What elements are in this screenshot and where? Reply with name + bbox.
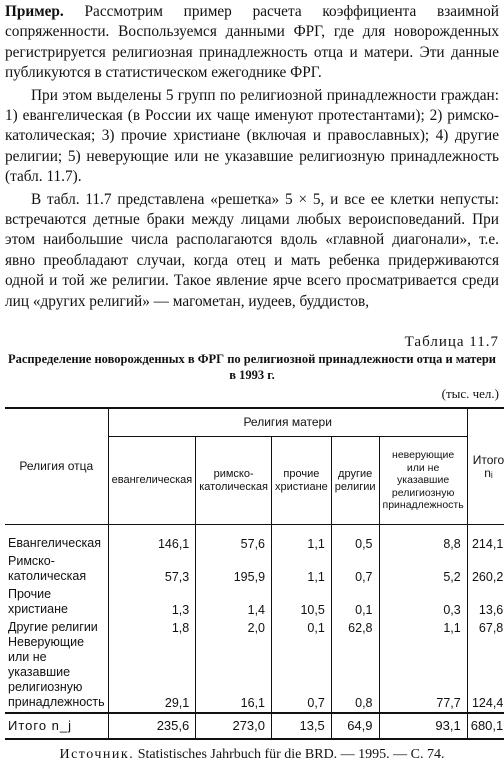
row-label: Другие религии	[5, 617, 108, 635]
table-cell: 273,0	[196, 713, 272, 739]
table-cell: 195,9	[196, 551, 272, 584]
table-cell: 13,5	[272, 713, 332, 739]
example-lead: Пример.	[5, 3, 64, 20]
table-cell: 2,0	[196, 617, 272, 635]
table-cell: 1,1	[272, 525, 332, 551]
paragraph-groups: При этом выделены 5 групп по религиозной принадлежности граждан: 1) евангелическая (в России их чаще именуют протестантами); 2) римско-католическая; 3) прочие христиане (включая и православных); 4) другие религии; 5) неверующие или не указавшие религиозную принадлежность (табл. 11.7).	[5, 86, 499, 186]
source-text: Statistisches Jahrbuch für die BRD. — 1995. — С. 74.	[134, 746, 445, 762]
row-label: Римско-католическая	[5, 551, 108, 584]
total-label: Итого n_j	[5, 713, 108, 739]
table-source	[5, 747, 499, 763]
table-cell: 13,6	[467, 584, 504, 617]
table-total-row	[5, 713, 504, 739]
header-mother-religion: Религия матери	[108, 408, 467, 437]
table-cell: 67,8	[467, 617, 504, 635]
header-col-evangelical: евангелическая	[108, 437, 196, 525]
document-page	[5, 2, 504, 763]
paragraph-example	[5, 2, 499, 84]
table-cell: 29,1	[108, 635, 196, 713]
table-cell: 260,2	[467, 551, 504, 584]
table-cell: 1,1	[379, 617, 467, 635]
table-cell: 680,1	[467, 713, 504, 739]
header-col-other-christians: прочие христиане	[272, 437, 332, 525]
table-cell: 146,1	[108, 525, 196, 551]
table-cell: 0,7	[331, 551, 379, 584]
table-cell: 124,4	[467, 635, 504, 713]
table-cell: 77,7	[379, 635, 467, 713]
table-cell: 235,6	[108, 713, 196, 739]
table-cell: 16,1	[196, 635, 272, 713]
header-col-other-religions: другие религии	[331, 437, 379, 525]
table-row	[5, 584, 504, 617]
table-row	[5, 551, 504, 584]
table-caption: Распределение новорожденных в ФРГ по религиозной принадлежности отца и матери в 1993 г.	[7, 352, 496, 383]
table-cell: 8,8	[379, 525, 467, 551]
example-body: Рассмотрим пример расчета коэффициента взаимной сопряженности. Воспользуемся данными ФРГ, где для новорожденных регистрируется религиозная принадлежность отца и матери. Эти данные публикуются в статистическом ежегоднике ФРГ.	[5, 3, 499, 82]
table-cell: 64,9	[331, 713, 379, 739]
table-cell: 0,1	[331, 584, 379, 617]
row-label: Прочие христиане	[5, 584, 108, 617]
table-cell: 0,1	[272, 617, 332, 635]
table-cell: 5,2	[379, 551, 467, 584]
table-row	[5, 635, 504, 713]
table-cell: 214,1	[467, 525, 504, 551]
table-cell: 0,3	[379, 584, 467, 617]
header-col-catholic: римско-католическая	[196, 437, 272, 525]
row-label: Неверующие или не указавшие религиозную принадлежность	[5, 635, 108, 713]
table-cell: 1,1	[272, 551, 332, 584]
religion-table	[5, 407, 504, 740]
paragraph-grid: В табл. 11.7 представлена «решетка» 5 × 5, и все ее клетки непусты: встречаются детные браки между лицами любых вероисповеданий. При этом наибольшие числа располагаются вдоль «главной диагонали», т.е. явно преобладают случаи, когда отец и мать ребенка придерживаются одной и той же религии. Такое явление ярче всего просматривается среди лиц «других религий» — магометан, иудеев, буддистов,	[5, 190, 499, 310]
table-cell: 57,6	[196, 525, 272, 551]
table-cell: 0,8	[331, 635, 379, 713]
table-cell: 1,8	[108, 617, 196, 635]
header-total-ni: Итого nᵢ	[467, 408, 504, 525]
table-number: Таблица 11.7	[404, 334, 499, 351]
table-cell: 57,3	[108, 551, 196, 584]
header-col-nonbelievers: неверующие или не указавшие религиозную принадлежность	[379, 437, 467, 525]
table-cell: 1,3	[108, 584, 196, 617]
table-cell: 0,5	[331, 525, 379, 551]
table-cell: 1,4	[196, 584, 272, 617]
source-label: Источник.	[59, 746, 135, 762]
header-father-religion: Религия отца	[5, 408, 108, 525]
table-row	[5, 525, 504, 551]
table-cell: 0,7	[272, 635, 332, 713]
row-label: Евангелическая	[5, 525, 108, 551]
table-row	[5, 617, 504, 635]
table-units: (тыс. чел.)	[441, 386, 499, 402]
table-cell: 93,1	[379, 713, 467, 739]
table-cell: 10,5	[272, 584, 332, 617]
table-cell: 62,8	[331, 617, 379, 635]
